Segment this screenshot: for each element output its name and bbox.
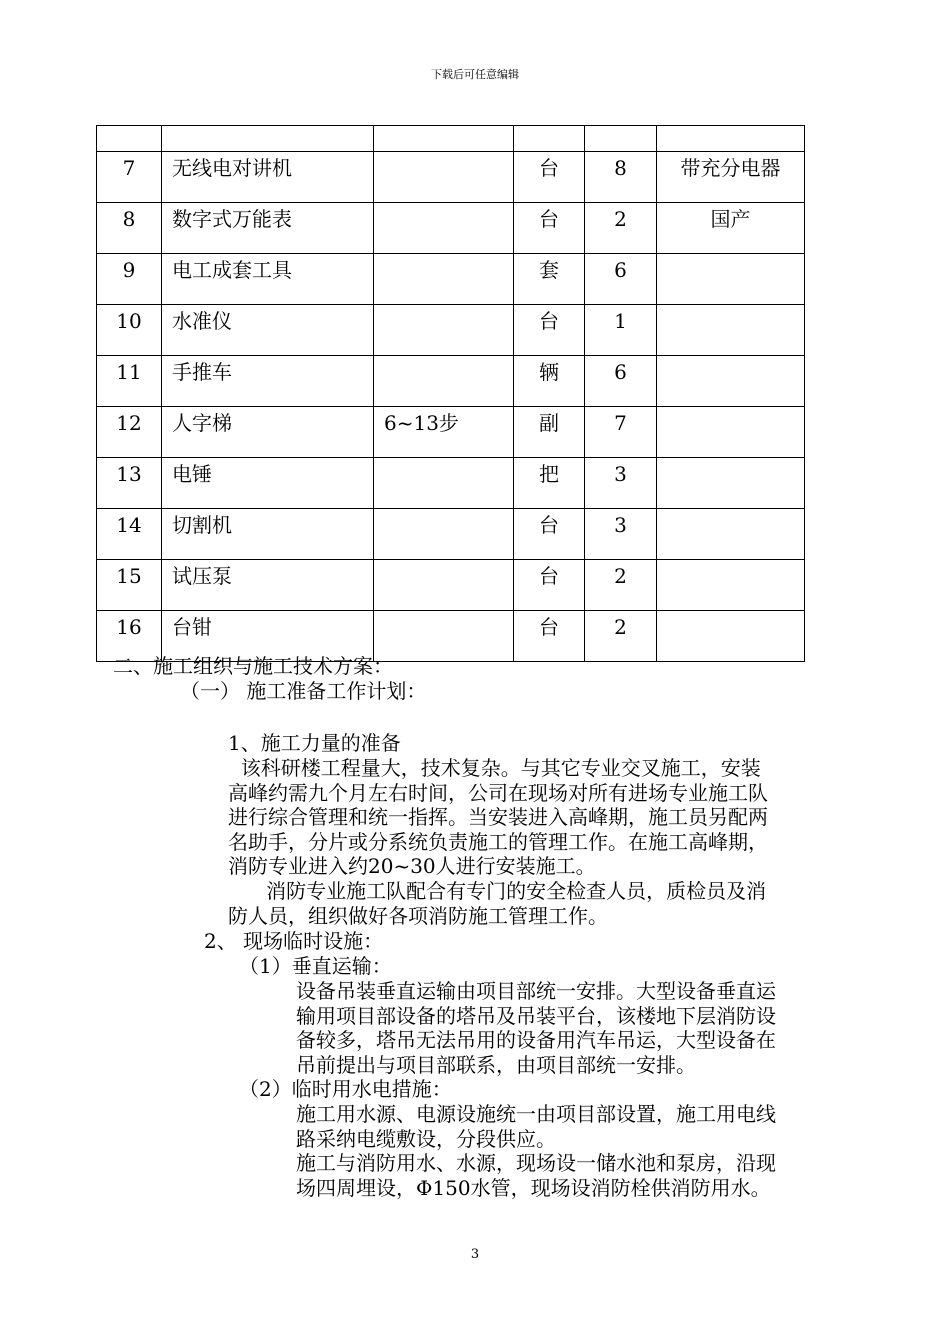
table-cell-note [657,203,805,254]
table-cell-note [657,305,805,356]
table-cell-unit [514,458,585,509]
table-row [97,407,805,458]
table-row [97,126,805,152]
table-row [97,305,805,356]
table-cell-text: 水准仪 [172,309,232,333]
table-cell-name [162,509,374,560]
table-cell-text: 12 [116,411,142,435]
table-cell-name [162,407,374,458]
table-cell-text: 6 [614,258,627,282]
table-cell-name [162,126,374,152]
table-cell-spec [374,126,514,152]
table-cell-note [657,356,805,407]
table-cell-text: 台 [539,513,559,537]
table-cell-note [657,611,805,662]
table-cell-unit [514,152,585,203]
table-cell-note [657,126,805,152]
table-cell-text [384,305,513,309]
item1-para1 [228,756,768,879]
table-cell-text: 台 [539,564,559,588]
text-line: 场四周埋设，Φ150水管，现场设消防栓供消防用水。 [296,1175,771,1200]
table-cell-text: 7 [122,156,136,180]
table-cell-text: 8 [122,207,136,231]
table-cell-text: 9 [122,258,136,282]
table-cell-no [97,458,162,509]
table-cell-text [384,458,513,462]
table-cell-note [657,407,805,458]
sub-a-paragraph [296,979,776,1077]
sub1-heading: （一） 施工准备工作计划： [180,679,427,703]
table-cell-note [657,509,805,560]
table-cell-text: 6~13步 [384,411,459,435]
table-cell-spec [374,458,514,509]
table-cell-text [657,509,804,513]
table-cell-text [384,152,513,156]
table-cell-qty [585,254,657,305]
equipment-table [96,125,805,662]
table-cell-spec [374,509,514,560]
table-cell-unit [514,203,585,254]
table-cell-qty [585,509,657,560]
table-cell-text [657,305,804,309]
table-cell-unit [514,560,585,611]
table-row [97,152,805,203]
table-cell-text: 2 [614,615,627,639]
table-cell-text: 7 [614,411,627,435]
text-line: 施工与消防用水、水源，现场设一储水池和泵房，沿现 [296,1151,776,1175]
table-cell-text [657,611,804,615]
table-cell-text: 14 [116,513,142,537]
table-row [97,509,805,560]
sub-b-para2 [296,1151,776,1200]
table-cell-spec [374,560,514,611]
text-line: 该科研楼工程量大，技术复杂。与其它专业交叉施工，安装 [228,756,761,780]
page-number: 3 [470,1247,480,1262]
table-row [97,560,805,611]
table-cell-text: 台 [539,615,559,639]
table-cell-text: 15 [116,564,142,588]
table-cell-note [657,458,805,509]
table-cell-text: 10 [116,309,142,333]
table-cell-qty [585,356,657,407]
table-cell-qty [585,407,657,458]
table-cell-name [162,560,374,611]
table-cell-unit [514,126,585,152]
table-cell-text: 辆 [539,360,559,384]
table-cell-text: 国产 [710,207,751,231]
table-cell-name [162,356,374,407]
table-cell-text [384,254,513,258]
table-cell-text: 11 [116,360,142,384]
table-cell-text [384,356,513,360]
text-line: 名助手，分片或分系统负责施工的管理工作。在施工高峰期， [228,829,768,854]
text-line: 防人员，组织做好各项消防施工管理工作。 [228,903,608,928]
table-cell-no [97,560,162,611]
table-cell-no [97,509,162,560]
table-cell-name [162,458,374,509]
table-cell-no [97,203,162,254]
table-cell-qty [585,458,657,509]
table-cell-unit [514,611,585,662]
table-row [97,254,805,305]
item1-heading: 1、施工力量的准备 [228,731,401,755]
table-cell-name [162,203,374,254]
table-cell-spec [374,356,514,407]
table-cell-spec [374,203,514,254]
table-cell-no [97,356,162,407]
table-cell-name [162,152,374,203]
table-cell-no [97,126,162,152]
text-line: 输用项目部设备的塔吊及吊装平台，该楼地下层消防设 [296,1003,776,1028]
table-cell-text: 人字梯 [172,411,232,435]
sub-a-heading: （1）垂直运输： [239,954,392,978]
table-cell-text: 台 [539,309,559,333]
table-cell-unit [514,509,585,560]
table-cell-text: 把 [539,462,559,486]
table-cell-spec [374,305,514,356]
table-cell-name [162,305,374,356]
table-cell-text: 台 [539,207,559,231]
table-cell-text: 无线电对讲机 [172,156,292,180]
table-cell-text: 手推车 [172,360,232,384]
table-cell-spec [374,254,514,305]
table-cell-text [657,356,804,360]
table-cell-text: 台钳 [172,615,212,639]
text-line: 消防专业进入约20~30人进行安装施工。 [228,854,596,878]
table-cell-text: 套 [539,258,559,282]
table-cell-qty [585,203,657,254]
text-line: 高峰约需九个月左右时间，公司在现场对所有进场专业施工队 [228,780,768,805]
table-cell-text [384,611,513,615]
table-cell-text [657,458,804,462]
table-row [97,203,805,254]
table-cell-text: 8 [614,156,627,180]
table-cell-text [384,509,513,513]
text-line: 备较多，塔吊无法吊用的设备用汽车吊运，大型设备在 [296,1028,776,1052]
table-cell-text: 带充分电器 [680,156,781,180]
table-cell-text: 电工成套工具 [172,258,292,282]
table-cell-unit [514,305,585,356]
table-cell-text: 切割机 [172,513,232,537]
table-cell-text: 台 [539,156,559,180]
section2-heading: 二、施工组织与施工技术方案： [113,654,393,678]
table-cell-note [657,254,805,305]
table-cell-spec [374,611,514,662]
table-cell-text [384,560,513,564]
table-cell-text: 电锤 [172,462,212,486]
table-cell-spec [374,407,514,458]
table-cell-unit [514,356,585,407]
sub-b-para1 [296,1102,776,1151]
table-cell-text [384,203,513,207]
table-cell-text: 1 [614,309,627,333]
text-line: 路采纳电缆敷设，分段供应。 [296,1126,556,1151]
text-line: 消防专业施工队配合有专门的安全检查人员，质检员及消 [228,879,767,903]
table-cell-text: 3 [614,513,627,537]
table-cell-qty [585,611,657,662]
table-cell-qty [585,152,657,203]
table-row [97,356,805,407]
table-cell-text [657,560,804,564]
table-cell-name [162,254,374,305]
item2-heading: 2、 现场临时设施： [204,929,384,953]
header-note: 下载后可任意编辑 [431,68,519,81]
table-cell-text: 2 [614,564,627,588]
text-line: 施工用水源、电源设施统一由项目部设置，施工用电线 [296,1102,776,1126]
table-cell-text: 副 [539,411,559,435]
table-cell-no [97,152,162,203]
table-cell-text [657,407,804,411]
table-row [97,458,805,509]
table-cell-text: 数字式万能表 [172,207,292,231]
table-cell-text: 13 [116,462,142,486]
table-cell-qty [585,560,657,611]
table-cell-text: 试压泵 [172,564,232,588]
table-cell-no [97,305,162,356]
table-cell-no [97,407,162,458]
text-line: 进行综合管理和统一指挥。当安装进入高峰期，施工员另配两 [228,805,768,829]
table-cell-note [657,560,805,611]
table-cell-qty [585,126,657,152]
table-cell-spec [374,152,514,203]
table-cell-text: 2 [614,207,627,231]
sub-b-heading: （2）临时用水电措施： [239,1077,452,1101]
table-cell-note [657,152,805,203]
item1-para2 [228,879,766,928]
table-cell-no [97,254,162,305]
table-cell-text [657,254,804,258]
table-cell-unit [514,407,585,458]
table-cell-qty [585,305,657,356]
text-line: 吊前提出与项目部联系，由项目部统一安排。 [296,1052,696,1077]
table-cell-unit [514,254,585,305]
table-cell-text: 6 [614,360,627,384]
table-cell-text: 16 [116,615,142,639]
table-cell-text: 3 [614,462,627,486]
text-line: 设备吊装垂直运输由项目部统一安排。大型设备垂直运 [296,979,776,1003]
